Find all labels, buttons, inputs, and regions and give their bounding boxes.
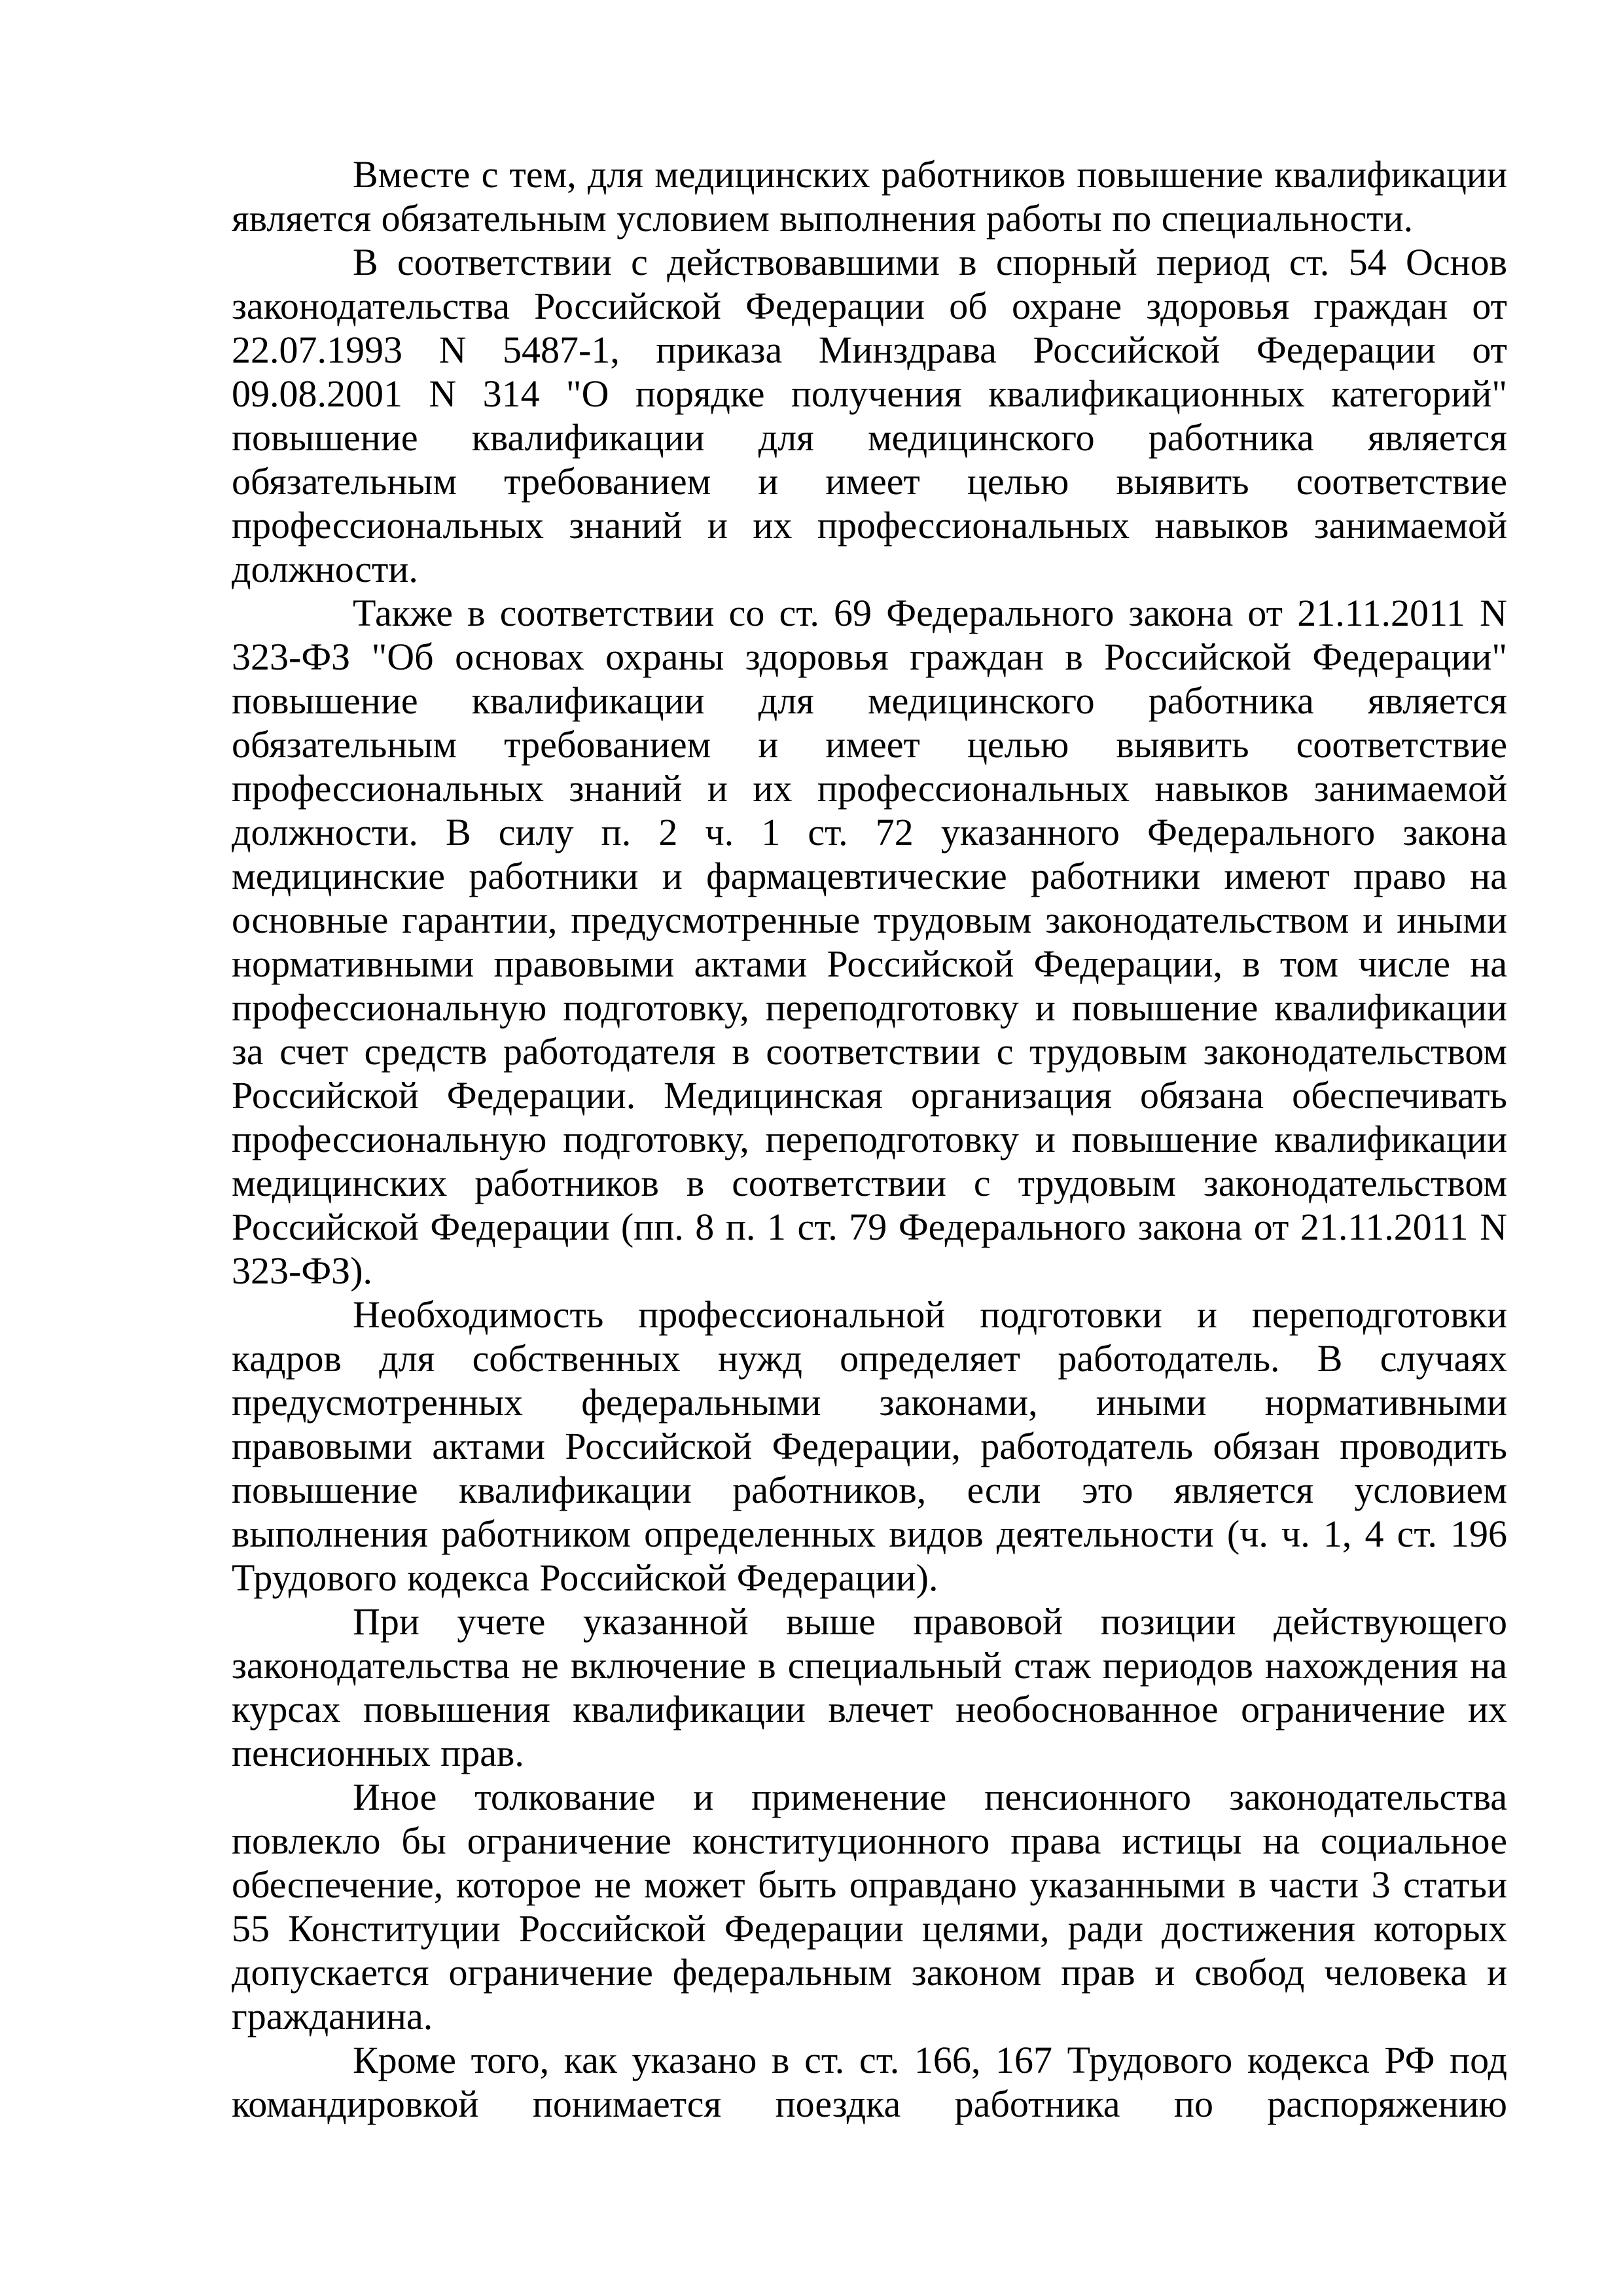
- text-line: 22.07.1993 N 5487-1, приказа Минздрава Российской Федерации от: [232, 329, 1507, 371]
- text-line: профессиональную подготовку, переподготовку и повышение квалификации: [232, 986, 1507, 1029]
- text-line: обязательным требованием и имеет целью выявить соответствие: [232, 723, 1507, 766]
- text-line: обязательным требованием и имеет целью выявить соответствие: [232, 460, 1507, 503]
- text-line: При учете указанной выше правовой позиции действующего: [353, 1600, 1507, 1643]
- text-line: повышение квалификации для медицинского работника является: [232, 679, 1507, 722]
- paragraph: [232, 240, 1507, 591]
- text-line: основные гарантии, предусмотренные трудовым законодательством и иными: [232, 899, 1507, 941]
- text-line: должности.: [232, 548, 418, 590]
- text-line: Также в соответствии со ст. 69 Федерального закона от 21.11.2011 N: [353, 592, 1507, 634]
- paragraph: [232, 1775, 1507, 2038]
- text-line: обеспечение, которое не может быть оправдано указанными в части 3 статьи: [232, 1863, 1507, 1906]
- text-line: выполнения работником определенных видов деятельности (ч. ч. 1, 4 ст. 196: [232, 1513, 1507, 1555]
- text-line: повлекло бы ограничение конституционного права истицы на социальное: [232, 1820, 1507, 1862]
- paragraph: [232, 1600, 1507, 1775]
- text-line: гражданина.: [232, 1995, 433, 2037]
- text-line: нормативными правовыми актами Российской Федерации, в том числе на: [232, 942, 1507, 985]
- text-line: 09.08.2001 N 314 "О порядке получения квалификационных категорий": [232, 372, 1507, 415]
- text-line: 323-ФЗ).: [232, 1249, 373, 1292]
- text-line: допускается ограничение федеральным законом прав и свобод человека и: [232, 1951, 1507, 1994]
- text-line: Российской Федерации. Медицинская организация обязана обеспечивать: [232, 1074, 1507, 1117]
- text-line: законодательства не включение в специальный стаж периодов нахождения на: [232, 1644, 1507, 1687]
- text-line: 55 Конституции Российской Федерации целями, ради достижения которых: [232, 1907, 1507, 1950]
- text-line: повышение квалификации для медицинского работника является: [232, 416, 1507, 459]
- text-line: является обязательным условием выполнения работы по специальности.: [232, 197, 1414, 240]
- text-line: В соответствии с действовавшими в спорный период ст. 54 Основ: [353, 241, 1507, 283]
- text-line: пенсионных прав.: [232, 1732, 524, 1774]
- text-line: медицинские работники и фармацевтические работники имеют право на: [232, 855, 1507, 897]
- text-line: медицинских работников в соответствии с трудовым законодательством: [232, 1162, 1507, 1204]
- text-line: Необходимость профессиональной подготовки и переподготовки: [353, 1293, 1507, 1336]
- paragraph: [232, 152, 1507, 240]
- text-line: Вместе с тем, для медицинских работников повышение квалификации: [353, 153, 1507, 196]
- text-line: курсах повышения квалификации влечет необоснованное ограничение их: [232, 1688, 1507, 1731]
- text-block: [232, 152, 1507, 2126]
- text-line: законодательства Российской Федерации об охране здоровья граждан от: [232, 285, 1507, 327]
- text-line: Российской Федерации (пп. 8 п. 1 ст. 79 Федерального закона от 21.11.2011 N: [232, 1206, 1507, 1248]
- text-line: 323-ФЗ "Об основах охраны здоровья граждан в Российской Федерации": [232, 636, 1507, 678]
- text-line: повышение квалификации работников, если это является условием: [232, 1469, 1507, 1511]
- text-line: профессиональных знаний и их профессиональных навыков занимаемой: [232, 767, 1507, 810]
- paragraph: [232, 2038, 1507, 2126]
- text-line: профессиональных знаний и их профессиональных навыков занимаемой: [232, 504, 1507, 547]
- text-line: кадров для собственных нужд определяет работодатель. В случаях: [232, 1337, 1507, 1380]
- text-line: Кроме того, как указано в ст. ст. 166, 167 Трудового кодекса РФ под: [353, 2039, 1507, 2081]
- paragraph: [232, 591, 1507, 1293]
- text-line: Иное толкование и применение пенсионного законодательства: [353, 1776, 1507, 1818]
- text-line: должности. В силу п. 2 ч. 1 ст. 72 указанного Федерального закона: [232, 811, 1507, 853]
- paragraph: [232, 1293, 1507, 1600]
- text-line: правовыми актами Российской Федерации, работодатель обязан проводить: [232, 1425, 1507, 1467]
- text-line: за счет средств работодателя в соответствии с трудовым законодательством: [232, 1030, 1507, 1073]
- text-line: командировкой понимается поездка работника по распоряжению: [232, 2083, 1507, 2125]
- text-line: предусмотренных федеральными законами, иными нормативными: [232, 1381, 1507, 1424]
- text-line: профессиональную подготовку, переподготовку и повышение квалификации: [232, 1118, 1507, 1160]
- text-line: Трудового кодекса Российской Федерации).: [232, 1556, 938, 1599]
